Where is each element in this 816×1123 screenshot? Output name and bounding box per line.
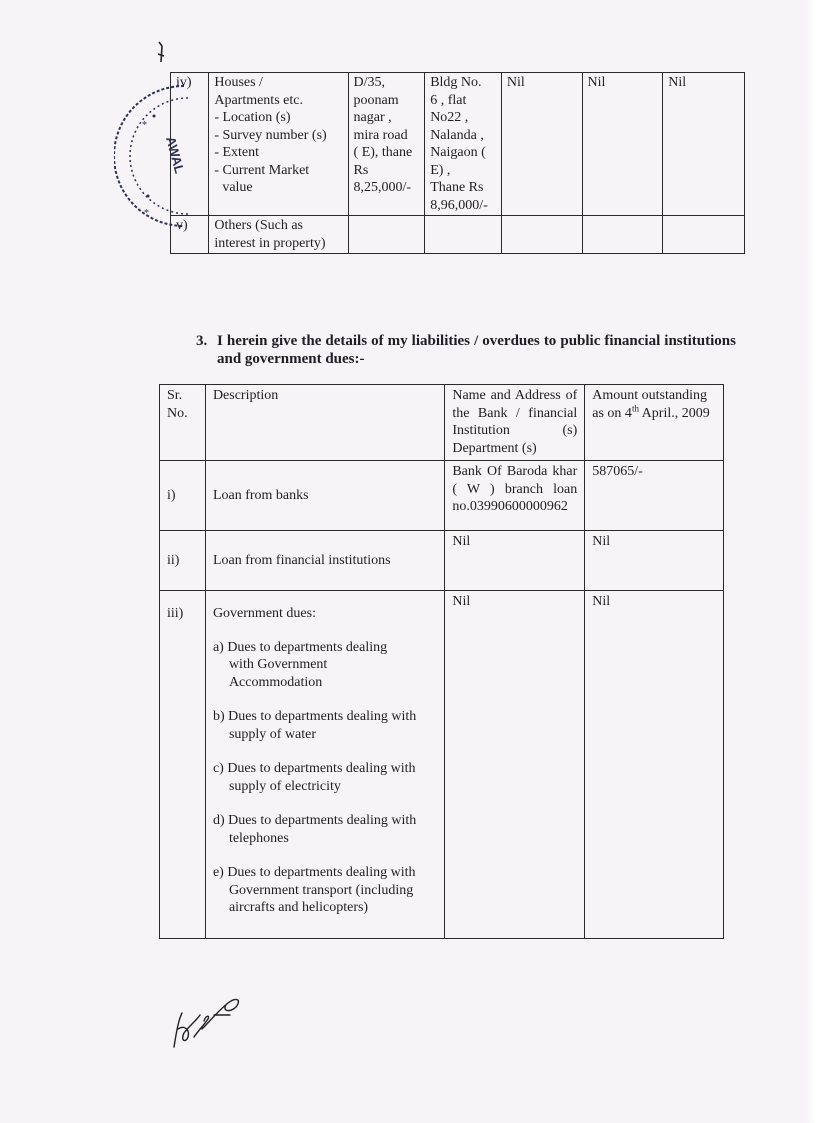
dues-item-line: with Government: [228, 657, 328, 672]
dues-item: [213, 760, 437, 795]
description-cell: [209, 216, 348, 254]
description-line: value: [222, 180, 253, 195]
property-line: E) ,: [430, 162, 451, 178]
table-row: [171, 73, 745, 216]
dues-item: [213, 864, 437, 917]
sr-cell: ii): [160, 531, 206, 591]
header-amount-text: Amount outstanding as on 4: [592, 388, 707, 421]
header-amount-sup: th: [631, 402, 639, 413]
bank-cell: Nil: [445, 591, 585, 939]
liabilities-table: [159, 384, 724, 939]
property-line: nagar ,: [353, 110, 392, 125]
value-cell: Nil: [663, 73, 745, 216]
property-line: ( E), thane: [353, 145, 413, 160]
value-cell: Nil: [501, 73, 582, 216]
header-sr: Sr. No.: [160, 385, 206, 461]
dues-list: [213, 639, 437, 917]
property-line: No22 ,: [430, 110, 469, 125]
description-line: - Extent: [214, 145, 260, 160]
property-1-cell: [348, 73, 425, 216]
sr-cell: i): [160, 461, 206, 531]
property-line: Naigaon (: [430, 145, 486, 160]
signature-icon: [170, 985, 250, 1055]
table-row: [160, 531, 724, 591]
property-line: Rs: [353, 162, 369, 178]
property-line: D/35,: [353, 75, 386, 90]
page-edge: [806, 0, 816, 1123]
dues-item-line: Accommodation: [228, 674, 323, 690]
property-line: Thane Rs: [430, 180, 484, 195]
property-line: 6 , flat: [430, 92, 467, 108]
sr-cell: iv): [171, 73, 209, 216]
government-dues-label: Government dues:: [212, 606, 316, 621]
property-line: Bldg No.: [430, 75, 482, 90]
svg-text:*: *: [142, 120, 147, 131]
table-row: [160, 461, 724, 531]
value-cell: Nil: [582, 73, 663, 216]
dues-item-label: a) Dues to departments dealing: [212, 639, 388, 655]
dues-item-label: e) Dues to departments dealing with: [212, 865, 416, 880]
dues-item-label: d) Dues to departments dealing with: [212, 813, 417, 828]
description-line: Apartments etc.: [214, 92, 303, 108]
svg-text:*: *: [144, 208, 149, 219]
sr-cell: iii): [160, 591, 206, 939]
svg-text:AWAL: AWAL: [163, 134, 188, 176]
table-row: [160, 591, 724, 939]
description-cell: [209, 73, 348, 216]
description-cell: Loan from banks: [205, 461, 444, 531]
dues-item-label: b) Dues to departments dealing with: [212, 709, 417, 724]
amount-cell: Nil: [585, 531, 724, 591]
section-number: 3.: [196, 333, 208, 349]
header-amount-suffix: April., 2009: [638, 405, 710, 421]
description-line: Houses /: [214, 75, 263, 90]
description-line: - Location (s): [214, 110, 291, 125]
table-row: [171, 216, 745, 254]
dues-item-line: telephones: [228, 830, 289, 846]
property-2-cell: [425, 216, 502, 254]
description-cell: Loan from financial institutions: [205, 531, 444, 591]
amount-cell: 587065/-: [585, 461, 724, 531]
property-line: 8,25,000/-: [353, 180, 412, 195]
value-cell: [582, 216, 663, 254]
header-description: Description: [205, 385, 444, 461]
section-heading-text: I herein give the details of my liabilities / overdues to public financial institutions and government dues:-: [217, 333, 736, 367]
property-1-cell: [348, 216, 425, 254]
description-line: interest in property): [214, 235, 326, 251]
bank-cell: Bank Of Baroda khar ( W ) branch loan no.03990600000962: [445, 461, 585, 531]
section-3-heading: [196, 332, 736, 368]
sr-cell: v): [171, 216, 209, 254]
description-line: - Current Market: [214, 162, 310, 178]
dues-item-line: aircrafts and helicopters): [228, 900, 369, 915]
dues-item: [213, 812, 437, 847]
dues-item-label: c) Dues to departments dealing with: [212, 761, 416, 776]
tick-mark-icon: [150, 40, 170, 66]
dues-item-line: supply of water: [228, 726, 317, 742]
dues-item: [213, 708, 437, 743]
description-cell: [205, 591, 444, 939]
header-bank: Name and Address of the Bank / financial Institution (s) Department (s): [445, 385, 585, 461]
dues-item-line: Government transport (including: [228, 882, 414, 898]
assets-table: [170, 72, 745, 254]
value-cell: [501, 216, 582, 254]
description-line: Others (Such as: [214, 218, 303, 233]
property-line: Nalanda ,: [430, 127, 484, 143]
property-line: 8,96,000/-: [430, 197, 488, 213]
dues-item-line: supply of electricity: [228, 778, 341, 794]
header-amount: [585, 385, 724, 461]
property-line: mira road: [353, 127, 408, 143]
description-line: - Survey number (s): [214, 127, 327, 143]
value-cell: [663, 216, 745, 254]
dues-item: [213, 639, 437, 692]
property-line: poonam: [353, 92, 399, 108]
bank-cell: Nil: [445, 531, 585, 591]
amount-cell: Nil: [585, 591, 724, 939]
property-2-cell: [425, 73, 502, 216]
table-header-row: [160, 385, 724, 461]
